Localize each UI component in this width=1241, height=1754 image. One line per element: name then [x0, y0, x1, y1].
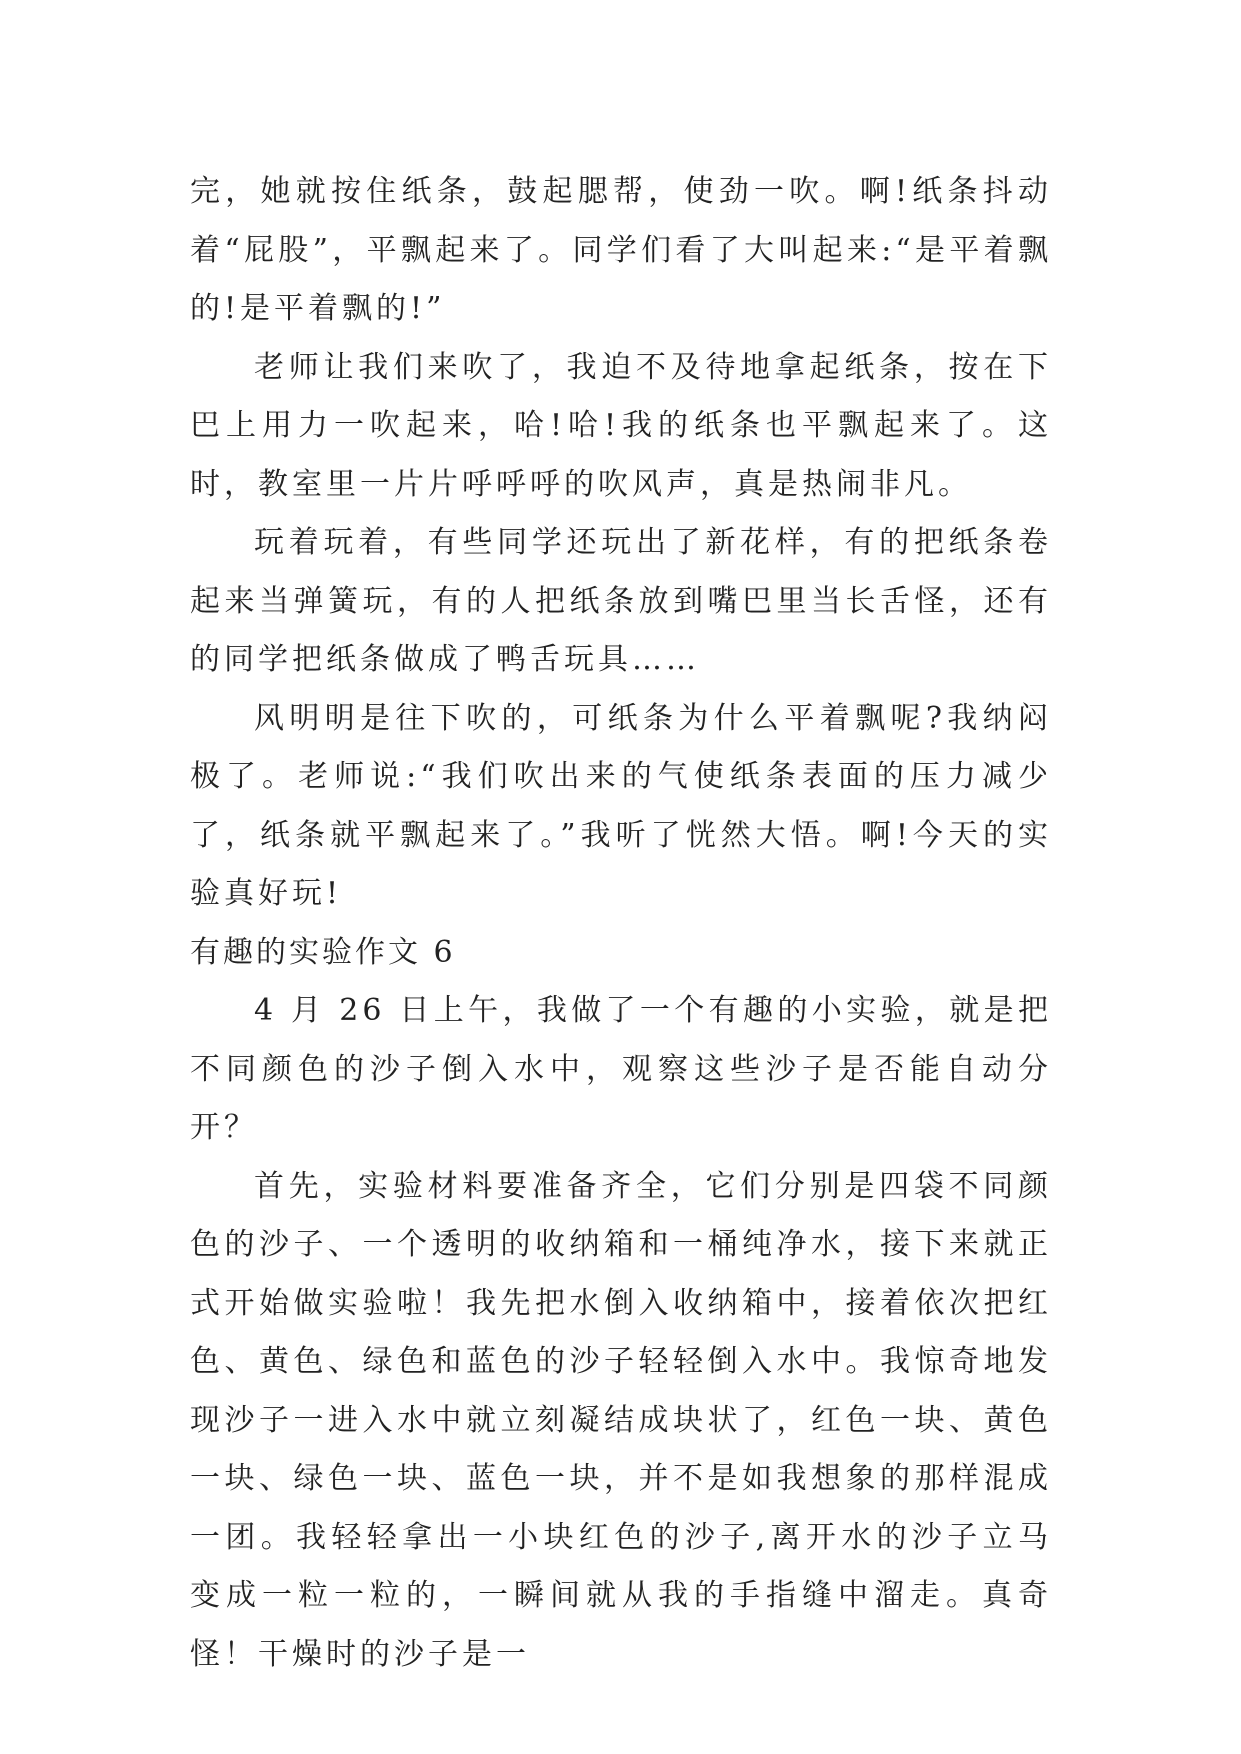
paragraph: 老师让我们来吹了，我迫不及待地拿起纸条，按在下巴上用力一吹起来，哈!哈!我的纸条也平飘起来了。这时，教室里一片片呼呼呼的吹风声，真是热闹非凡。	[190, 349, 1052, 502]
paragraph-continuation: 完，她就按住纸条，鼓起腮帮，使劲一吹。啊!纸条抖动着“屁股”，平飘起来了。同学们看了大叫起来:“是平着飘的!是平着飘的!”	[190, 174, 1052, 326]
paragraph: 首先，实验材料要准备齐全，它们分别是四袋不同颜色的沙子、一个透明的收纳箱和一桶纯净水，接下来就正式开始做实验啦！我先把水倒入收纳箱中，接着依次把红色、黄色、绿色和蓝色的沙子轻轻倒入水中。我惊奇地发现沙子一进入水中就立刻凝结成块状了，红色一块、黄色一块、绿色一块、蓝色一块，并不是如我想象的那样混成一团。我轻轻拿出一小块红色的沙子,离开水的沙子立马变成一粒一粒的，一瞬间就从我的手指缝中溜走。真奇怪！干燥时的沙子是一	[190, 1168, 1052, 1672]
paragraph: 风明明是往下吹的，可纸条为什么平着飘呢?我纳闷极了。老师说:“我们吹出来的气使纸条表面的压力减少了，纸条就平飘起来了。”我听了恍然大悟。啊!今天的实验真好玩!	[190, 700, 1052, 911]
paragraph: 4 月 26 日上午，我做了一个有趣的小实验，就是把不同颜色的沙子倒入水中，观察这些沙子是否能自动分开？	[190, 993, 1052, 1145]
section-heading: 有趣的实验作文 6	[190, 934, 456, 970]
document-body	[190, 163, 1052, 1684]
paragraph: 玩着玩着，有些同学还玩出了新花样，有的把纸条卷起来当弹簧玩，有的人把纸条放到嘴巴里当长舌怪，还有的同学把纸条做成了鸭舌玩具……	[190, 525, 1052, 677]
